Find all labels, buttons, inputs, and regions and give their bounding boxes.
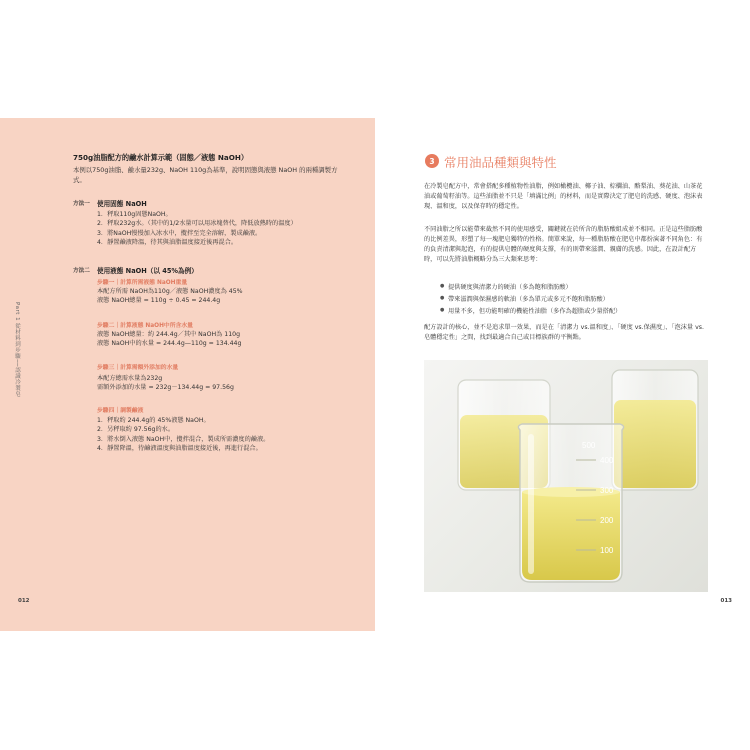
method1-tag: 方法一 — [73, 201, 90, 207]
section-number-badge: 3 — [425, 154, 439, 168]
method1-step: 3．將NaOH慢慢加入冰水中，攪拌至完全溶解，製成鹼液。 — [97, 229, 262, 237]
step4-line: 2．另秤取約 97.56g的水。 — [97, 426, 175, 434]
side-tab: Part 1 從材料到步驟──認識冷製皂 — [14, 302, 20, 397]
step3-line: 需額外添加的水量 = 232g－134.44g = 97.56g — [97, 384, 234, 392]
paragraph-3: 配方設計的核心，並不是追求單一效果，而是在「清潔力 vs.溫和度」、「硬度 vs.保濕度」、「泡沫量 vs.皂體穩定性」之間，找到最適合自己或目標族群的平衡點。 — [424, 324, 704, 341]
step4-line: 3．將水倒入液態 NaOH中，攪拌混合，製成所需濃度的鹼液。 — [97, 435, 270, 443]
step2-tag: 步驟二｜計算液態 NaOH中所含水量 — [97, 323, 193, 329]
mark-label: 300 — [600, 486, 614, 495]
step2-line: 液態 NaOH總量：約 244.4g／其中 NaOH為 110g — [97, 331, 241, 338]
step3-tag: 步驟三｜計算需額外添加的水量 — [97, 365, 179, 371]
step1-lines — [97, 287, 347, 306]
paragraph-1: 在冷製皂配方中，常會搭配多種植物性油脂，例如橄欖油、椰子油、棕櫚油、酪梨油、葵花油、山茶花油或葡萄籽油等。這些油脂並不只是「填滿比例」的材料，而是實際決定了肥皂的洗感、硬度、泡沫表現、溫和度，以及保存時的穩定性。 — [424, 183, 703, 210]
left-intro: 本例以750g油脂、鹼水量232g、NaOH 110g為基準，說明固態與液態 NaOH 的兩種調製方式。 — [73, 166, 338, 184]
mark-label: 400 — [600, 456, 614, 465]
method1-steps — [97, 210, 347, 247]
step4-tag: 步驟四｜調製鹼液 — [97, 408, 144, 414]
step2-lines — [97, 330, 347, 349]
beakers-illustration — [424, 360, 708, 592]
page-number-left: 012 — [18, 598, 30, 604]
step1-tag: 步驟一｜計算所需液態 NaOH重量 — [97, 280, 188, 286]
page-number-right: 013 — [720, 598, 732, 604]
step2-line: 液態 NaOH中的水量 = 244.4g—110g = 134.44g — [97, 340, 242, 348]
method1-title: 使用固態 NaOH — [97, 200, 147, 208]
method2-title: 使用液態 NaOH（以 45%為例） — [97, 267, 198, 275]
step3-lines — [97, 374, 347, 393]
left-title: 750g油脂配方的鹼水計算示範（固態／液態 NaOH） — [73, 153, 249, 162]
step1-line: 本配方所需 NaOH為110g／液態 NaOH濃度為 45% — [97, 288, 243, 295]
oil-beakers-photo — [424, 360, 708, 592]
step4-line: 1．秤取約 244.4g的 45%液態 NaOH。 — [97, 417, 210, 424]
step3-line: 本配方總需水量為232g — [97, 375, 163, 382]
mark-label: 100 — [600, 546, 614, 555]
method1-step: 1．秤取110g固態NaOH。 — [97, 211, 172, 218]
step1-line: 液態 NaOH總量 = 110g ÷ 0.45 = 244.4g — [97, 297, 221, 305]
section-heading: 常用油品種類與特性 — [444, 155, 557, 170]
step4-line: 4．靜置降溫，待鹼液溫度與油脂溫度接近後，再進行混合。 — [97, 444, 262, 452]
method1-step: 4．靜置鹼液降溫，待其與油脂溫度接近後再混合。 — [97, 238, 238, 246]
method1-step: 2．秤取232g水。（其中的1/2水量可以用冰塊替代，降低放熱時的溫度） — [97, 220, 297, 228]
mark-label: 200 — [600, 516, 614, 525]
bullet-item: ● 提供硬度與清潔力的硬油（多為飽和脂肪酸） — [448, 282, 572, 291]
paragraph-2: 不同油脂之所以能帶來截然不同的使用感受，關鍵就在於所含的脂肪酸組成並不相同。正是這些脂肪酸的比例差異，形塑了每一塊肥皂獨特的性格。簡單來說，每一種脂肪酸在肥皂中都扮演著不同角色：有的負責清潔與起泡，有的提供皂體的硬度與支撐，有的則帶來滋潤、親膚的洗感。因此，在設計配方時，可以先將油脂概略分為三大類來思考： — [424, 226, 703, 263]
bullet-item: ● 用量不多，但功能明確的機能性油脂（多作為超脂或少量搭配） — [448, 306, 621, 315]
step4-lines — [97, 416, 347, 453]
method2-tag: 方法二 — [73, 268, 90, 274]
bullet-item: ● 帶來滋潤與保濕感的軟油（多為單元或多元不飽和脂肪酸） — [448, 294, 609, 303]
capacity-label: 500 — [582, 441, 596, 450]
